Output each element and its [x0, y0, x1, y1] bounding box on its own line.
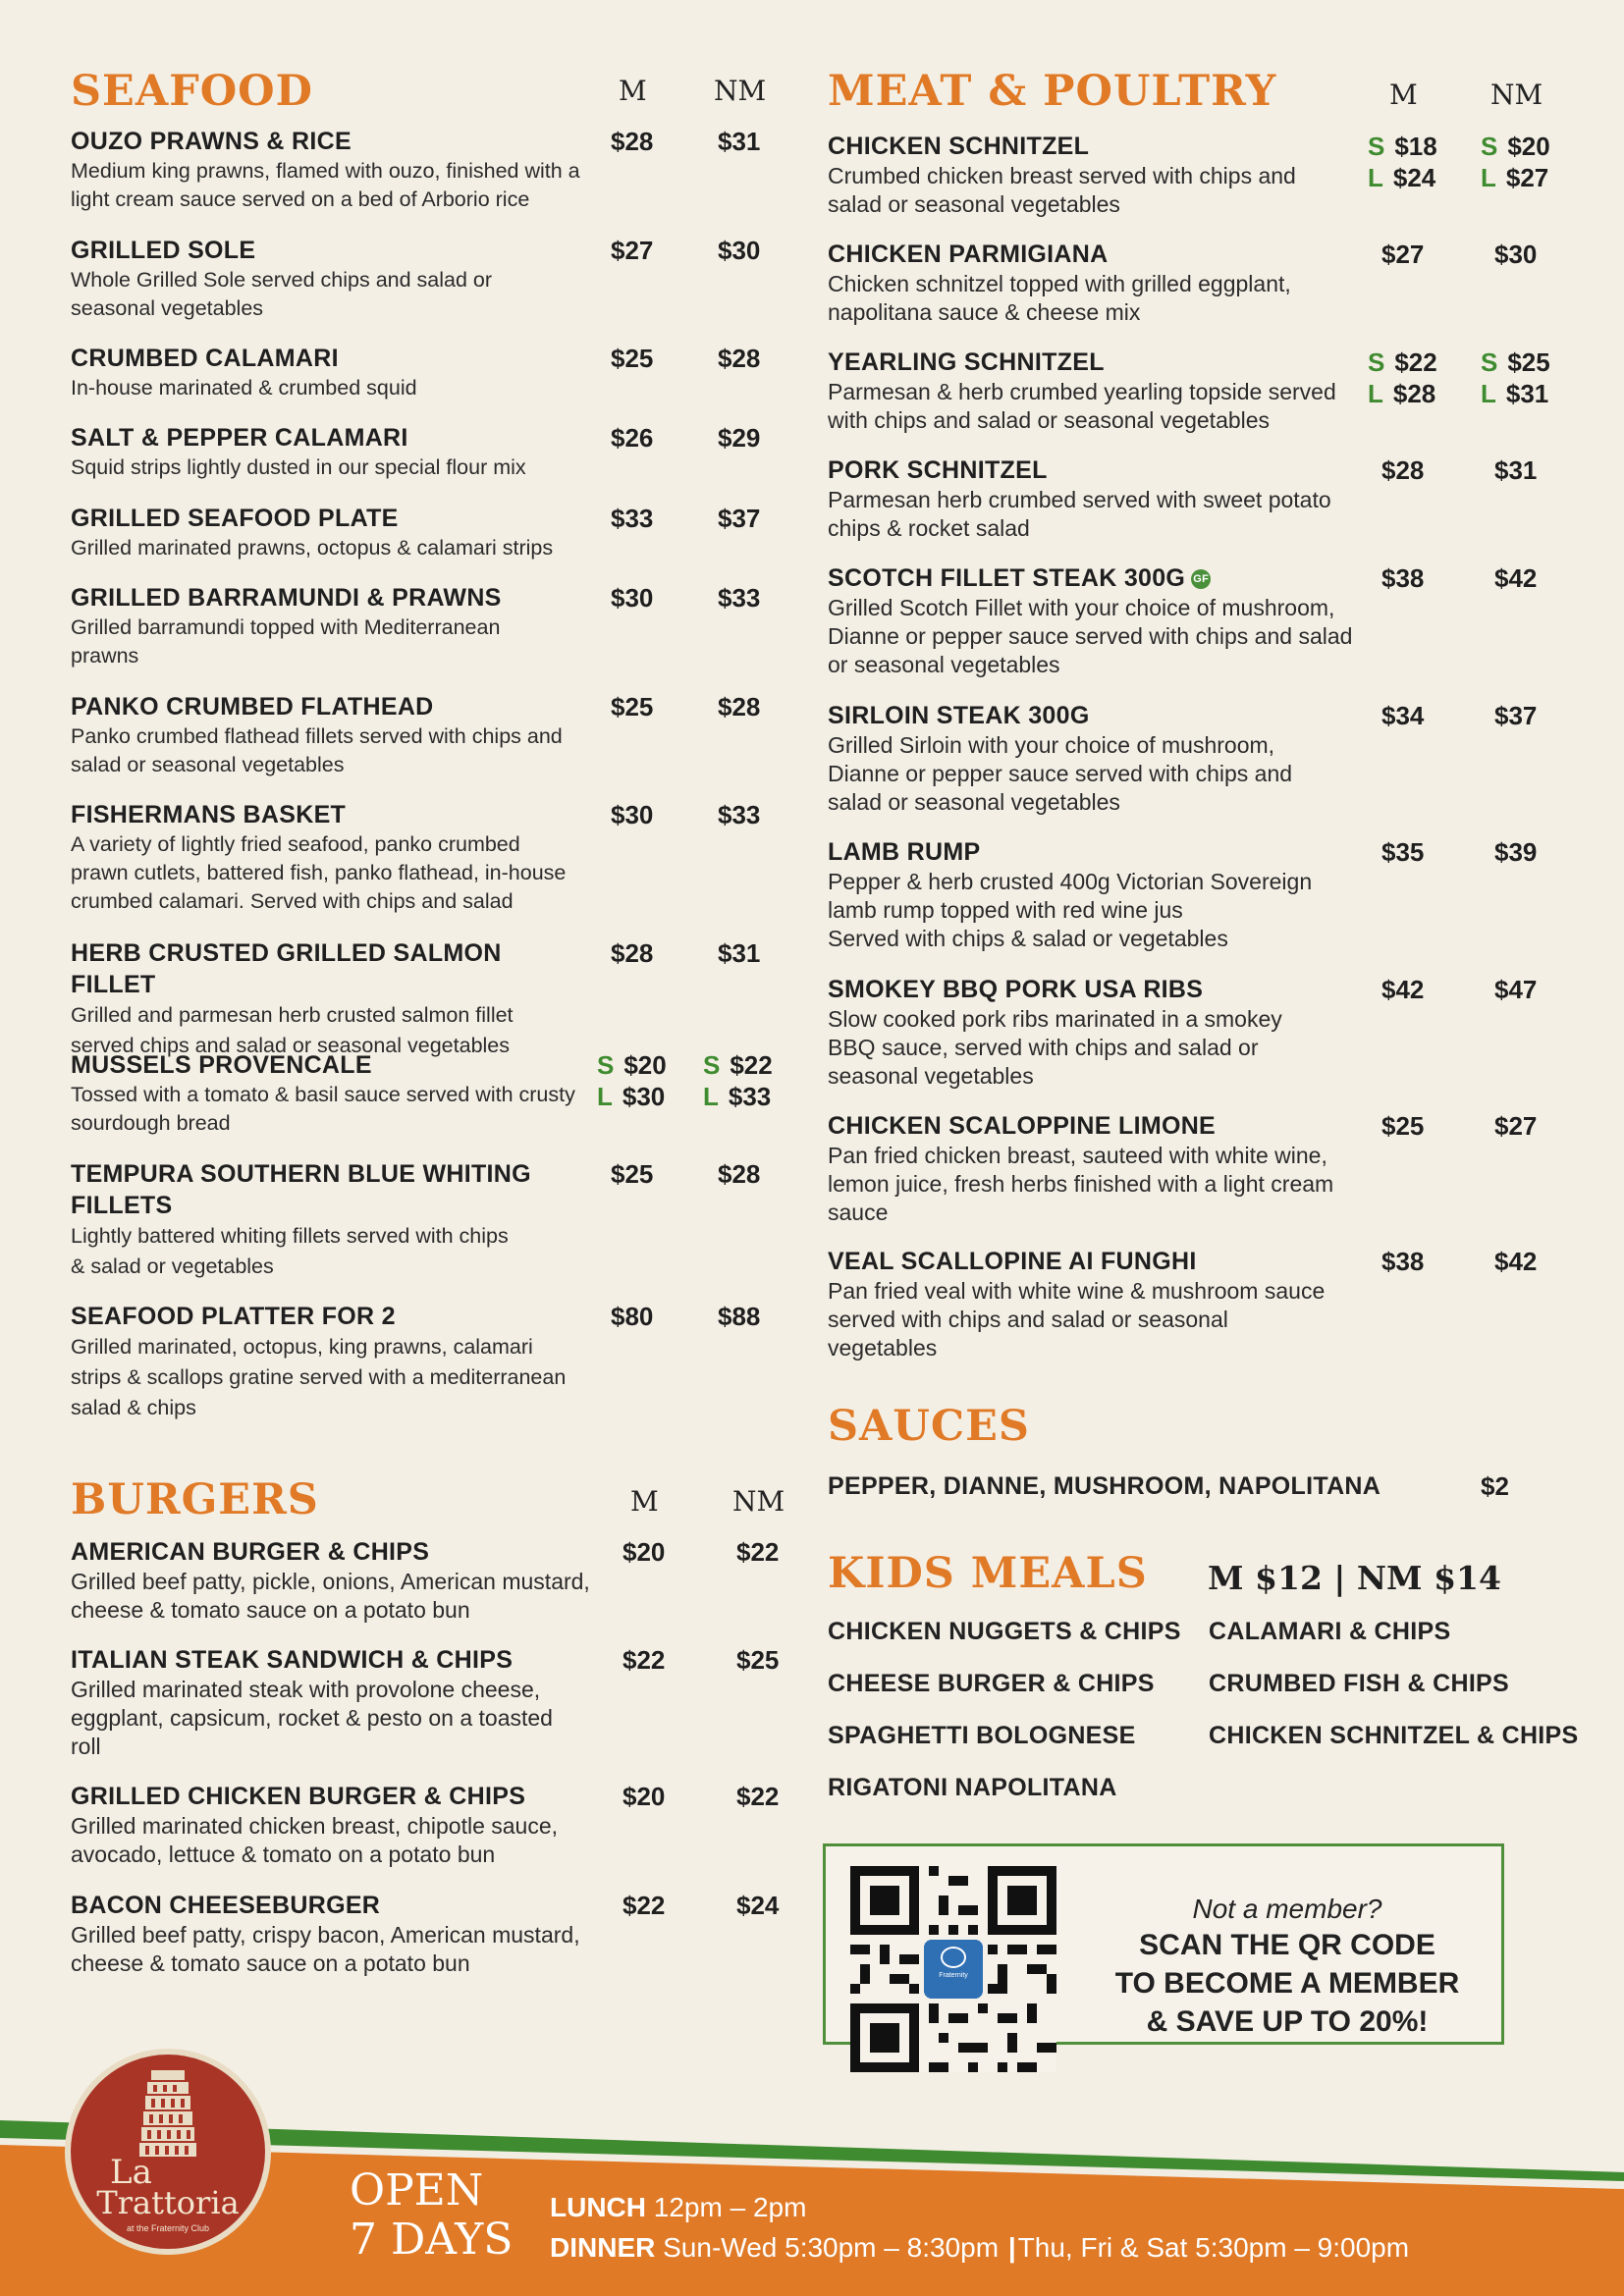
sauces-list: PEPPER, DIANNE, MUSHROOM, NAPOLITANA [828, 1472, 1381, 1500]
menu-item [828, 974, 1358, 1091]
burgers-title: BURGERS [71, 1475, 319, 1524]
member-cta-3: & SAVE UP TO 20%! [1146, 2005, 1429, 2038]
price: $18 [1394, 132, 1437, 161]
item-name: LAMB RUMP [828, 838, 981, 866]
item-name: GRILLED CHICKEN BURGER & CHIPS [71, 1783, 526, 1810]
item-desc: Grilled beef patty, crispy bacon, American mustard, cheese & tomato sauce on a potato bun [71, 1922, 580, 1976]
price-nm: $30 [718, 236, 761, 265]
divider: | [1007, 2232, 1016, 2263]
kids-item: CHICKEN NUGGETS & CHIPS [828, 1618, 1181, 1645]
menu-item [71, 1536, 591, 1625]
menu-item [71, 1158, 562, 1282]
price-nm-large [1481, 162, 1548, 193]
price-nm: $42 [1494, 1247, 1538, 1276]
item-name: SALT & PEPPER CALAMARI [71, 424, 408, 452]
price-m-large [1368, 162, 1435, 193]
price-m-small [1368, 347, 1437, 378]
menu-item [828, 454, 1358, 543]
item-desc: Lightly battered whiting fillets served with chips & salad or vegetables [71, 1224, 509, 1278]
menu-item [828, 836, 1358, 953]
price-nm: $28 [718, 344, 761, 373]
price-nm-large [1481, 378, 1548, 409]
menu-item [828, 347, 1358, 435]
item-desc: Slow cooked pork ribs marinated in a smokey BBQ sauce, served with chips and salad or seasonal vegetables [828, 1006, 1282, 1089]
price: $24 [1392, 163, 1436, 192]
price-nm: $31 [718, 127, 761, 156]
menu-item [828, 131, 1358, 219]
price-m: $33 [611, 504, 654, 533]
footer-dinner [550, 2232, 1409, 2264]
price: $20 [1507, 132, 1550, 161]
price-m: $28 [611, 938, 654, 968]
size-label: S [1481, 347, 1498, 377]
logo-subtitle: at the Fraternity Club [126, 2223, 210, 2233]
price-nm-small [1481, 131, 1550, 162]
item-name: CRUMBED CALAMARI [71, 345, 339, 372]
item-name: CHICKEN SCALOPPINE LIMONE [828, 1112, 1217, 1140]
price-m-large [597, 1081, 665, 1112]
price-nm: $22 [736, 1782, 780, 1811]
price-nm: $37 [1494, 701, 1538, 730]
price-m: $25 [1381, 1111, 1425, 1141]
kids-item: RIGATONI NAPOLITANA [828, 1774, 1117, 1801]
item-name: AMERICAN BURGER & CHIPS [71, 1538, 430, 1566]
size-label: S [703, 1050, 721, 1080]
footer-lunch [550, 2192, 806, 2223]
price-m: $30 [611, 800, 654, 829]
member-promo-box [823, 1843, 1504, 2045]
dinner-time-weekend: Thu, Fri & Sat 5:30pm – 9:00pm [1017, 2232, 1410, 2263]
sauces-price: $2 [1481, 1471, 1509, 1501]
price-nm: $28 [718, 692, 761, 721]
item-name: GRILLED SEAFOOD PLATE [71, 505, 399, 532]
item-name: SEAFOOD PLATTER FOR 2 [71, 1303, 396, 1330]
price-m: $35 [1381, 837, 1425, 867]
item-name: YEARLING SCHNITZEL [828, 348, 1105, 376]
member-cta-2: TO BECOME A MEMBER [1114, 1967, 1460, 2000]
size-label: L [703, 1082, 719, 1111]
price-nm: $47 [1494, 975, 1538, 1004]
price-m: $22 [623, 1645, 666, 1675]
price-m: $25 [611, 692, 654, 721]
price-nm: $24 [736, 1891, 780, 1920]
price-nm: $33 [718, 800, 761, 829]
footer-open: OPEN [350, 2165, 484, 2216]
la-trattoria-logo [65, 2049, 271, 2255]
item-desc: A variety of lightly fried seafood, panko crumbed prawn cutlets, battered fish, panko flathead, in-house crumbed calamari. Served with chips and salad [71, 832, 567, 913]
menu-item [828, 1110, 1358, 1227]
item-desc: Chicken schnitzel topped with grilled eggplant, napolitana sauce & cheese mix [828, 271, 1291, 325]
item-desc: Grilled marinated, octopus, king prawns, calamari strips & scallops gratine served with a mediterranean salad & chips [71, 1335, 567, 1419]
price-m: $25 [611, 1159, 654, 1189]
dinner-time: Sun-Wed 5:30pm – 8:30pm [663, 2232, 1000, 2263]
price: $28 [1392, 379, 1436, 408]
dinner-label: DINNER [550, 2232, 656, 2263]
sauces-title: SAUCES [828, 1402, 1030, 1451]
menu-item [71, 799, 581, 916]
kids-item: CALAMARI & CHIPS [1209, 1618, 1451, 1645]
kids-item: SPAGHETTI BOLOGNESE [828, 1722, 1136, 1749]
item-desc: Squid strips lightly dusted in our special flour mix [71, 455, 526, 479]
menu-item [828, 562, 1358, 679]
item-desc: Pepper & herb crusted 400g Victorian Sovereign lamb rump topped with red wine jus [828, 869, 1313, 923]
gluten-free-badge: GF [1191, 569, 1211, 589]
size-label: L [1368, 163, 1383, 192]
menu-item [828, 700, 1358, 817]
item-desc: Pan fried chicken breast, sauteed with white wine, lemon juice, fresh herbs finished with a light cream sauce [828, 1143, 1334, 1225]
menu-item [71, 1890, 591, 1978]
size-label: S [1368, 347, 1385, 377]
menu-item [71, 343, 581, 402]
size-label: S [1368, 132, 1385, 161]
footer-days: 7 DAYS [350, 2215, 514, 2265]
item-desc: Tossed with a tomato & basil sauce served with crusty sourdough bread [71, 1083, 575, 1135]
price: $22 [1394, 347, 1437, 377]
menu-item [71, 1644, 591, 1761]
item-name: OUZO PRAWNS & RICE [71, 128, 352, 155]
item-desc: Medium king prawns, flamed with ouzo, finished with a light cream sauce served on a bed of Arborio rice [71, 159, 580, 211]
price-m: $42 [1381, 975, 1425, 1004]
qr-code[interactable] [850, 1866, 1056, 2072]
price: $31 [1505, 379, 1549, 408]
item-desc-note: Served with chips & salad or vegetables [828, 926, 1228, 951]
price-nm: $29 [718, 423, 761, 453]
price-nm: $88 [718, 1302, 761, 1331]
item-name: HERB CRUSTED GRILLED SALMON FILLET [71, 939, 502, 998]
item-name: CHICKEN SCHNITZEL [828, 133, 1090, 160]
item-desc: Parmesan & herb crumbed yearling topside served with chips and salad or seasonal vegetables [828, 379, 1336, 433]
price-m: $22 [623, 1891, 666, 1920]
menu-item [71, 691, 581, 779]
price-m: $28 [1381, 455, 1425, 485]
price: $27 [1505, 163, 1549, 192]
seafood-col-m: M [619, 75, 647, 107]
price-nm: $30 [1494, 240, 1538, 269]
price-m: $26 [611, 423, 654, 453]
price-m-large [1368, 378, 1435, 409]
item-desc: Whole Grilled Sole served chips and salad or seasonal vegetables [71, 268, 493, 320]
logo-trattoria: Trattoria [96, 2184, 240, 2221]
size-label: L [1481, 163, 1496, 192]
lunch-label: LUNCH [550, 2192, 646, 2222]
price-m: $27 [1381, 240, 1425, 269]
item-name-text: SCOTCH FILLET STEAK 300G [828, 564, 1186, 592]
item-name: ITALIAN STEAK SANDWICH & CHIPS [71, 1646, 514, 1674]
price-nm: $33 [718, 583, 761, 613]
price-nm: $42 [1494, 563, 1538, 593]
price-nm: $39 [1494, 837, 1538, 867]
menu-item [71, 422, 581, 482]
item-name: SMOKEY BBQ PORK USA RIBS [828, 976, 1204, 1003]
menu-item [71, 1301, 581, 1423]
price-m-small [597, 1049, 667, 1081]
item-name: PANKO CRUMBED FLATHEAD [71, 693, 434, 721]
menu-item [71, 235, 581, 323]
price-nm: $28 [718, 1159, 761, 1189]
member-cta-1: SCAN THE QR CODE [1139, 1929, 1435, 1961]
item-name: PORK SCHNITZEL [828, 456, 1048, 484]
menu-item [828, 239, 1358, 327]
item-desc: Pan fried veal with white wine & mushroom sauce served with chips and salad or seasonal vegetables [828, 1278, 1326, 1361]
price-nm: $22 [736, 1537, 780, 1567]
item-name: TEMPURA SOUTHERN BLUE WHITING FILLETS [71, 1160, 531, 1219]
burgers-col-m: M [630, 1485, 659, 1518]
menu-item [71, 126, 581, 214]
lunch-time: 12pm – 2pm [653, 2192, 807, 2222]
item-name: CHICKEN PARMIGIANA [828, 240, 1109, 268]
price: $30 [622, 1082, 666, 1111]
price-nm-large [703, 1081, 771, 1112]
kids-item: CRUMBED FISH & CHIPS [1209, 1670, 1510, 1697]
size-label: L [597, 1082, 613, 1111]
bicycle-icon [941, 1947, 966, 1968]
menu-item [828, 1246, 1358, 1362]
price-nm: $37 [718, 504, 761, 533]
kids-price: M $12 | NM $14 [1208, 1559, 1501, 1597]
item-desc: Grilled and parmesan herb crusted salmon fillet served chips and salad or seasonal vegetables [71, 1003, 514, 1057]
kids-item: CHICKEN SCHNITZEL & CHIPS [1209, 1722, 1579, 1749]
item-desc: Grilled marinated steak with provolone cheese, eggplant, capsicum, rocket & pesto on a toasted roll [71, 1677, 553, 1759]
price-nm-small [703, 1049, 773, 1081]
qr-badge-text: Fraternity [939, 1972, 968, 1979]
item-name: VEAL SCALLOPINE AI FUNGHI [828, 1248, 1197, 1275]
meat-col-nm: NM [1490, 79, 1543, 111]
price-nm: $25 [736, 1645, 780, 1675]
price-m: $30 [611, 583, 654, 613]
kids-title: KIDS MEALS [828, 1549, 1148, 1598]
price: $33 [728, 1082, 772, 1111]
item-desc: Panko crumbed flathead fillets served with chips and salad or seasonal vegetables [71, 724, 563, 776]
item-desc: Parmesan herb crumbed served with sweet potato chips & rocket salad [828, 487, 1331, 541]
logo-la: La [110, 2153, 152, 2192]
size-label: L [1481, 379, 1496, 408]
price: $22 [730, 1050, 773, 1080]
price-m: $27 [611, 236, 654, 265]
item-name: MUSSELS PROVENCALE [71, 1051, 372, 1079]
menu-item [71, 1049, 581, 1138]
seafood-col-nm: NM [714, 75, 767, 107]
seafood-title: SEAFOOD [71, 67, 313, 116]
size-label: S [597, 1050, 615, 1080]
price-m: $20 [623, 1537, 666, 1567]
item-desc: Grilled marinated chicken breast, chipotle sauce, avocado, lettuce & tomato on a potato bun [71, 1813, 559, 1867]
member-question: Not a member? [1192, 1894, 1382, 1924]
meat-title: MEAT & POULTRY [828, 67, 1277, 116]
burgers-col-nm: NM [732, 1485, 785, 1518]
size-label: L [1368, 379, 1383, 408]
size-label: S [1481, 132, 1498, 161]
price-m: $38 [1381, 1247, 1425, 1276]
menu-item [71, 1781, 591, 1869]
item-name [828, 562, 1358, 594]
item-desc: Grilled Sirloin with your choice of mushroom, Dianne or pepper sauce served with chips and salad or seasonal vegetables [828, 732, 1293, 815]
item-desc: Crumbed chicken breast served with chips and salad or seasonal vegetables [828, 163, 1296, 217]
price-m: $25 [611, 344, 654, 373]
price-m: $28 [611, 127, 654, 156]
price-m-small [1368, 131, 1437, 162]
item-desc: In-house marinated & crumbed squid [71, 376, 417, 400]
kids-item: CHEESE BURGER & CHIPS [828, 1670, 1155, 1697]
item-desc: Grilled Scotch Fillet with your choice of mushroom, Dianne or pepper sauce served with chips and salad or seasonal vegetables [828, 595, 1353, 677]
price-nm-small [1481, 347, 1550, 378]
price-m: $80 [611, 1302, 654, 1331]
item-name: GRILLED BARRAMUNDI & PRAWNS [71, 584, 502, 612]
item-desc: Grilled marinated prawns, octopus & calamari strips [71, 536, 554, 560]
menu-item [71, 582, 581, 670]
meat-col-m: M [1389, 79, 1418, 111]
item-name: BACON CHEESEBURGER [71, 1892, 381, 1919]
item-desc: Grilled beef patty, pickle, onions, American mustard, cheese & tomato sauce on a potato bun [71, 1569, 590, 1623]
price-m: $34 [1381, 701, 1425, 730]
item-name: FISHERMANS BASKET [71, 801, 347, 828]
price-m: $38 [1381, 563, 1425, 593]
price: $25 [1507, 347, 1550, 377]
price: $20 [623, 1050, 667, 1080]
item-name: GRILLED SOLE [71, 237, 256, 264]
menu-item [71, 503, 581, 562]
item-name: SIRLOIN STEAK 300G [828, 702, 1090, 729]
price-m: $20 [623, 1782, 666, 1811]
price-nm: $31 [718, 938, 761, 968]
price-nm: $31 [1494, 455, 1538, 485]
menu-item [71, 937, 581, 1061]
price-nm: $27 [1494, 1111, 1538, 1141]
item-desc: Grilled barramundi topped with Mediterranean prawns [71, 615, 501, 667]
